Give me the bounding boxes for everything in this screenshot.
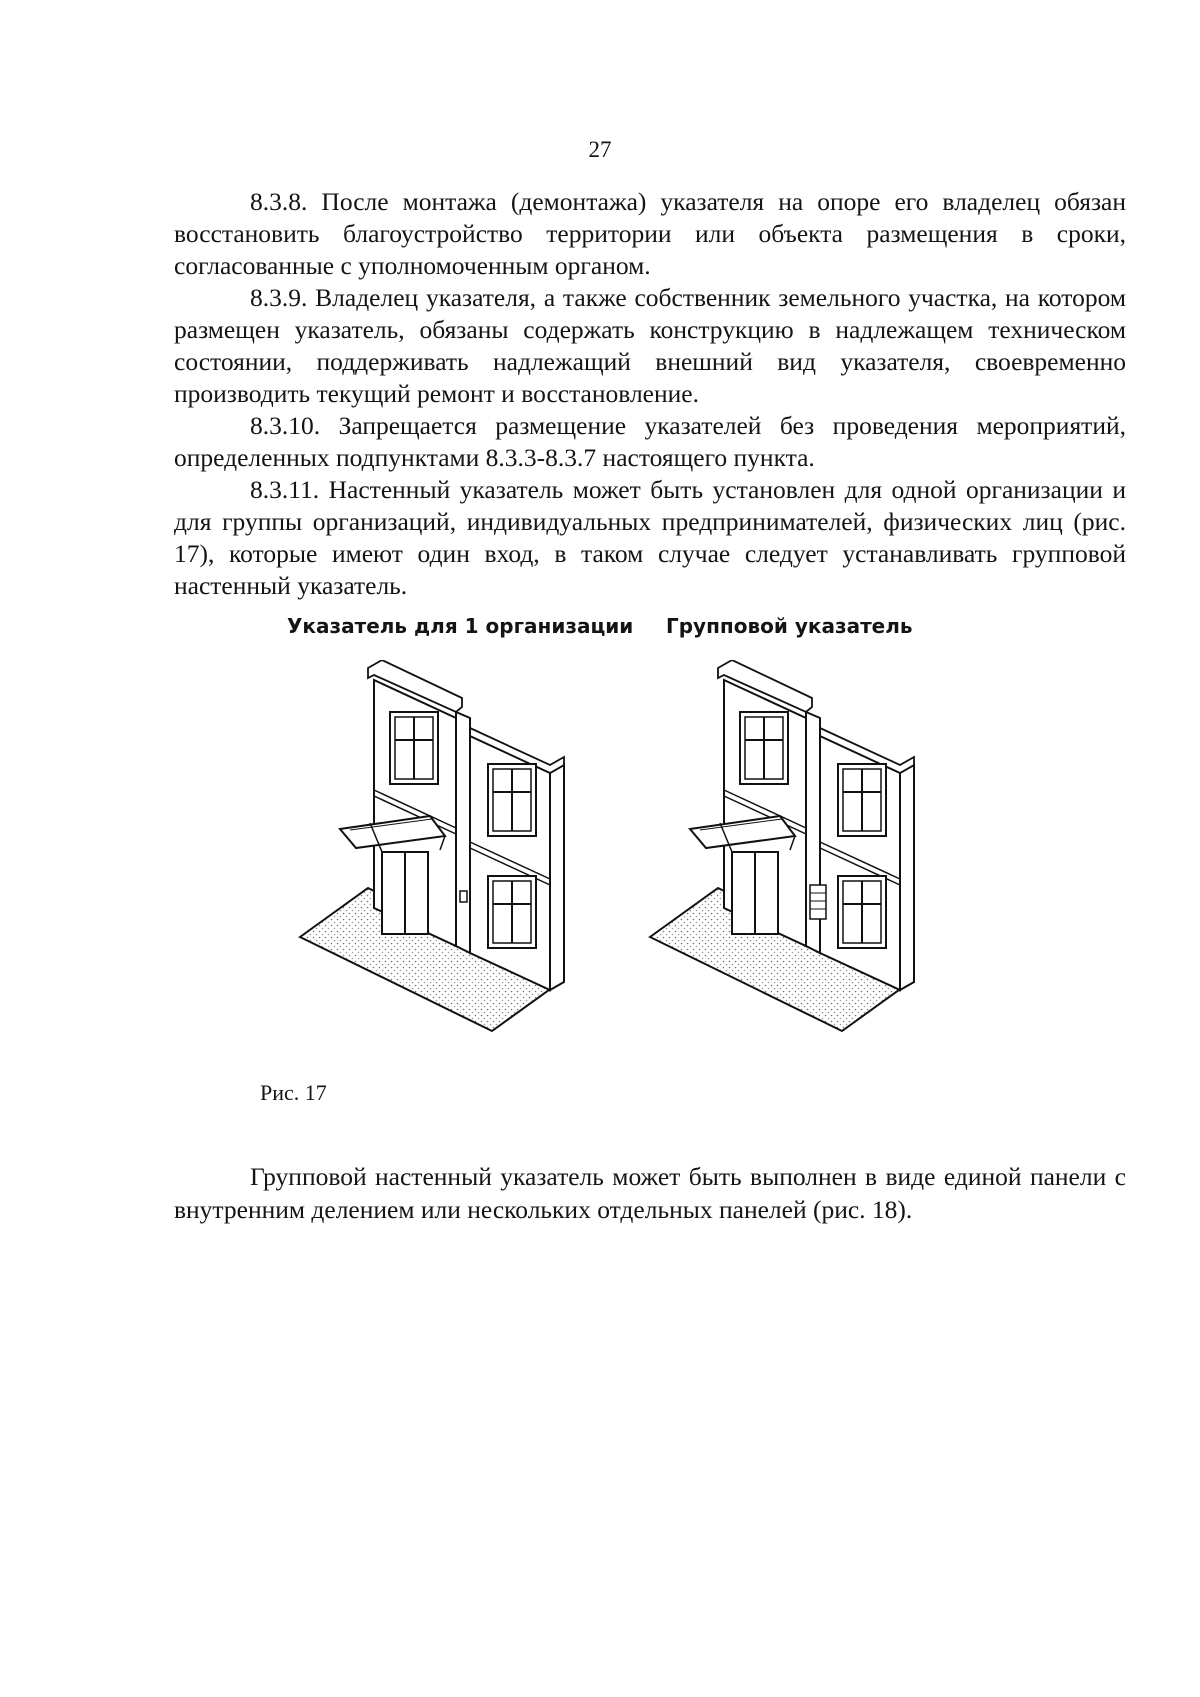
figure-title-single-organization: Указатель для 1 организации: [287, 614, 634, 638]
paragraph-group-sign: Групповой настенный указатель может быть выполнен в виде единой панели с внутренним делением или нескольких отдельных панелей (рис. 18).: [174, 1162, 1126, 1224]
paragraph-8-3-10: 8.3.10. Запрещается размещение указателей без проведения мероприятий, определенных подпунктами 8.3.3-8.3.7 настоящего пункта.: [174, 411, 1126, 472]
paragraph-8-3-9: 8.3.9. Владелец указателя, а также собственник земельного участка, на котором размещен указатель, обязаны содержать конструкцию в надлежащем техническом состоянии, поддерживать надлежащий внешний вид указателя, своевременно производить текущий ремонт и восстановление.: [174, 283, 1126, 408]
wall-sign-single: [460, 891, 467, 902]
building-illustrations: [250, 660, 970, 1070]
body-text: [174, 186, 1126, 602]
figure-title-group-sign: Групповой указатель: [666, 614, 913, 638]
figure-caption: Рис. 17: [260, 1080, 327, 1105]
building-group-sign-illustration: [650, 660, 914, 1031]
paragraph-8-3-11: 8.3.11. Настенный указатель может быть установлен для одной организации и для группы организаций, индивидуальных предпринимателей, физических лиц (рис. 17), которые имеют один вход, в таком случае следует устанавливать групповой настенный указатель.: [174, 475, 1126, 600]
building-single-sign-illustration: [300, 660, 564, 1031]
page-number: 27: [588, 137, 612, 162]
paragraph-8-3-8: 8.3.8. После монтажа (демонтажа) указателя на опоре его владелец обязан восстановить благоустройство территории или объекта размещения в сроки, согласованные с уполномоченным органом.: [174, 187, 1126, 280]
wall-sign-group: [810, 885, 826, 919]
after-figure-text: [174, 1160, 1126, 1226]
